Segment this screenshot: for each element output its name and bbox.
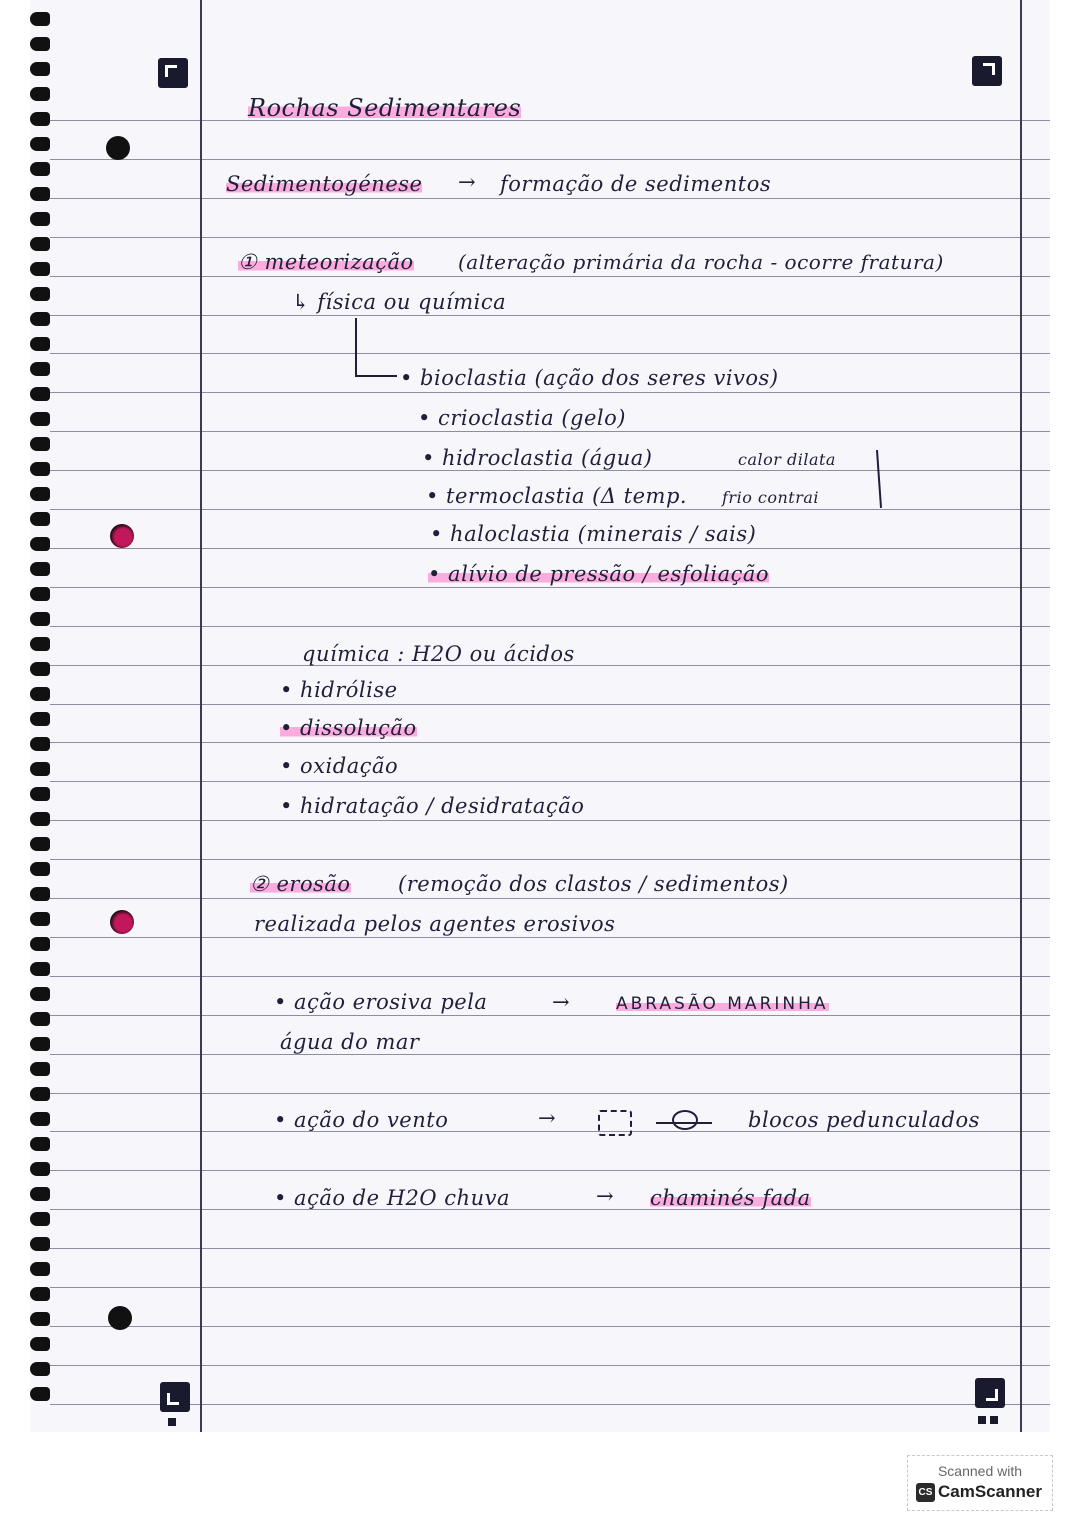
spiral-ring <box>30 237 50 251</box>
thermo-bracket <box>876 450 882 508</box>
physical-item: • hidroclastia (água) <box>422 446 653 470</box>
spiral-ring <box>30 1387 50 1401</box>
spiral-ring <box>30 387 50 401</box>
spiral-ring <box>30 587 50 601</box>
definition-sedimentogenese: formação de sedimentos <box>500 172 772 196</box>
punch-hole <box>106 136 130 160</box>
sea-action-line2: água do mar <box>280 1030 420 1054</box>
sea-action: • ação erosiva pela <box>274 990 488 1014</box>
page-mark <box>168 1418 176 1426</box>
spiral-ring <box>30 787 50 801</box>
spiral-ring <box>30 462 50 476</box>
arrow: → <box>458 170 477 194</box>
arrow: → <box>538 1106 557 1130</box>
spiral-ring <box>30 212 50 226</box>
physical-item: • bioclastia (ação dos seres vivos) <box>400 366 779 390</box>
spiral-ring <box>30 737 50 751</box>
spiral-ring <box>30 87 50 101</box>
thermo-cold: frio contrai <box>722 488 820 507</box>
spiral-ring <box>30 712 50 726</box>
section-1-description: (alteração primária da rocha - ocorre fratura) <box>458 250 944 274</box>
abrasao-marinha: ABRASÃO MARINHA <box>616 994 829 1014</box>
spiral-ring <box>30 12 50 26</box>
spiral-ring <box>30 1112 50 1126</box>
right-margin-line <box>1020 0 1022 1432</box>
spiral-ring <box>30 337 50 351</box>
rain-action: • ação de H2O chuva <box>274 1186 510 1210</box>
spiral-ring <box>30 762 50 776</box>
section-2-heading: ② erosão <box>250 872 351 896</box>
spiral-ring <box>30 862 50 876</box>
watermark-line1: Scanned with <box>937 1463 1023 1479</box>
rain-result: chaminés fada <box>650 1186 811 1210</box>
arrow: → <box>552 990 571 1014</box>
spiral-ring <box>30 487 50 501</box>
spiral-ring <box>30 562 50 576</box>
spiral-ring <box>30 1087 50 1101</box>
spiral-ring <box>30 137 50 151</box>
page-mark <box>990 1416 998 1424</box>
chemical-item: • dissolução <box>280 716 417 740</box>
spiral-ring <box>30 1012 50 1026</box>
arrow: → <box>596 1184 615 1208</box>
spiral-ring <box>30 637 50 651</box>
physical-item: • alívio de pressão / esfoliação <box>428 562 770 586</box>
notes-title: Rochas Sedimentares <box>248 94 522 122</box>
spiral-ring <box>30 987 50 1001</box>
spiral-ring <box>30 287 50 301</box>
spiral-ring <box>30 962 50 976</box>
camscanner-watermark <box>907 1455 1053 1511</box>
punch-hole <box>110 524 134 548</box>
spiral-ring <box>30 662 50 676</box>
chemical-item: • hidratação / desidratação <box>280 794 585 818</box>
spiral-binding <box>30 12 52 1412</box>
spiral-ring <box>30 187 50 201</box>
spiral-ring <box>30 1262 50 1276</box>
watermark-line2: CamScanner <box>938 1482 1042 1501</box>
spiral-ring <box>30 512 50 526</box>
spiral-ring <box>30 37 50 51</box>
chemical-item: • hidrólise <box>280 678 398 702</box>
spiral-ring <box>30 112 50 126</box>
corner-marker-bottom-left <box>160 1382 190 1412</box>
spiral-ring <box>30 312 50 326</box>
section-1-sub: ↳ física ou química <box>292 290 507 314</box>
spiral-ring <box>30 887 50 901</box>
punch-hole <box>110 910 134 934</box>
chemical-item: • oxidação <box>280 754 399 778</box>
spiral-ring <box>30 1312 50 1326</box>
spiral-ring <box>30 837 50 851</box>
term-sedimentogenese: Sedimentogénese <box>226 172 423 196</box>
physical-item: • termoclastia (Δ temp. <box>426 484 688 508</box>
spiral-ring <box>30 1187 50 1201</box>
spiral-ring <box>30 937 50 951</box>
spiral-ring <box>30 812 50 826</box>
spiral-ring <box>30 1337 50 1351</box>
spiral-ring <box>30 62 50 76</box>
spiral-ring <box>30 537 50 551</box>
corner-marker-bottom-right <box>975 1378 1005 1408</box>
spiral-ring <box>30 412 50 426</box>
block-sketch-icon <box>598 1110 632 1136</box>
page-mark <box>978 1416 986 1424</box>
notebook-page <box>30 0 1050 1432</box>
spiral-ring <box>30 437 50 451</box>
spiral-ring <box>30 1037 50 1051</box>
spiral-ring <box>30 362 50 376</box>
section-2-description: (remoção dos clastos / sedimentos) <box>398 872 789 896</box>
section-1-heading: ① meteorização <box>238 250 414 274</box>
spiral-ring <box>30 162 50 176</box>
physical-item: • crioclastia (gelo) <box>418 406 626 430</box>
corner-marker-top-left <box>158 58 188 88</box>
thermo-hot: calor dilata <box>738 450 836 469</box>
spiral-ring <box>30 1062 50 1076</box>
left-margin-line <box>200 0 202 1432</box>
spiral-ring <box>30 1162 50 1176</box>
bracket-line <box>355 318 357 376</box>
spiral-ring <box>30 1212 50 1226</box>
spiral-ring <box>30 687 50 701</box>
spiral-ring <box>30 1137 50 1151</box>
bracket-line <box>355 375 397 377</box>
wind-action: • ação do vento <box>274 1108 449 1132</box>
camscanner-logo-icon: CS <box>916 1483 935 1502</box>
spiral-ring <box>30 612 50 626</box>
chemical-heading: química : H2O ou ácidos <box>302 642 575 666</box>
wind-result: blocos pedunculados <box>748 1108 980 1132</box>
physical-item: • haloclastia (minerais / sais) <box>430 522 757 546</box>
spiral-ring <box>30 262 50 276</box>
punch-hole <box>108 1306 132 1330</box>
pedestal-rock-sketch-icon <box>672 1110 698 1130</box>
spiral-ring <box>30 1237 50 1251</box>
spiral-ring <box>30 1362 50 1376</box>
section-2-line2: realizada pelos agentes erosivos <box>254 912 616 936</box>
spiral-ring <box>30 912 50 926</box>
corner-marker-top-right <box>972 56 1002 86</box>
spiral-ring <box>30 1287 50 1301</box>
